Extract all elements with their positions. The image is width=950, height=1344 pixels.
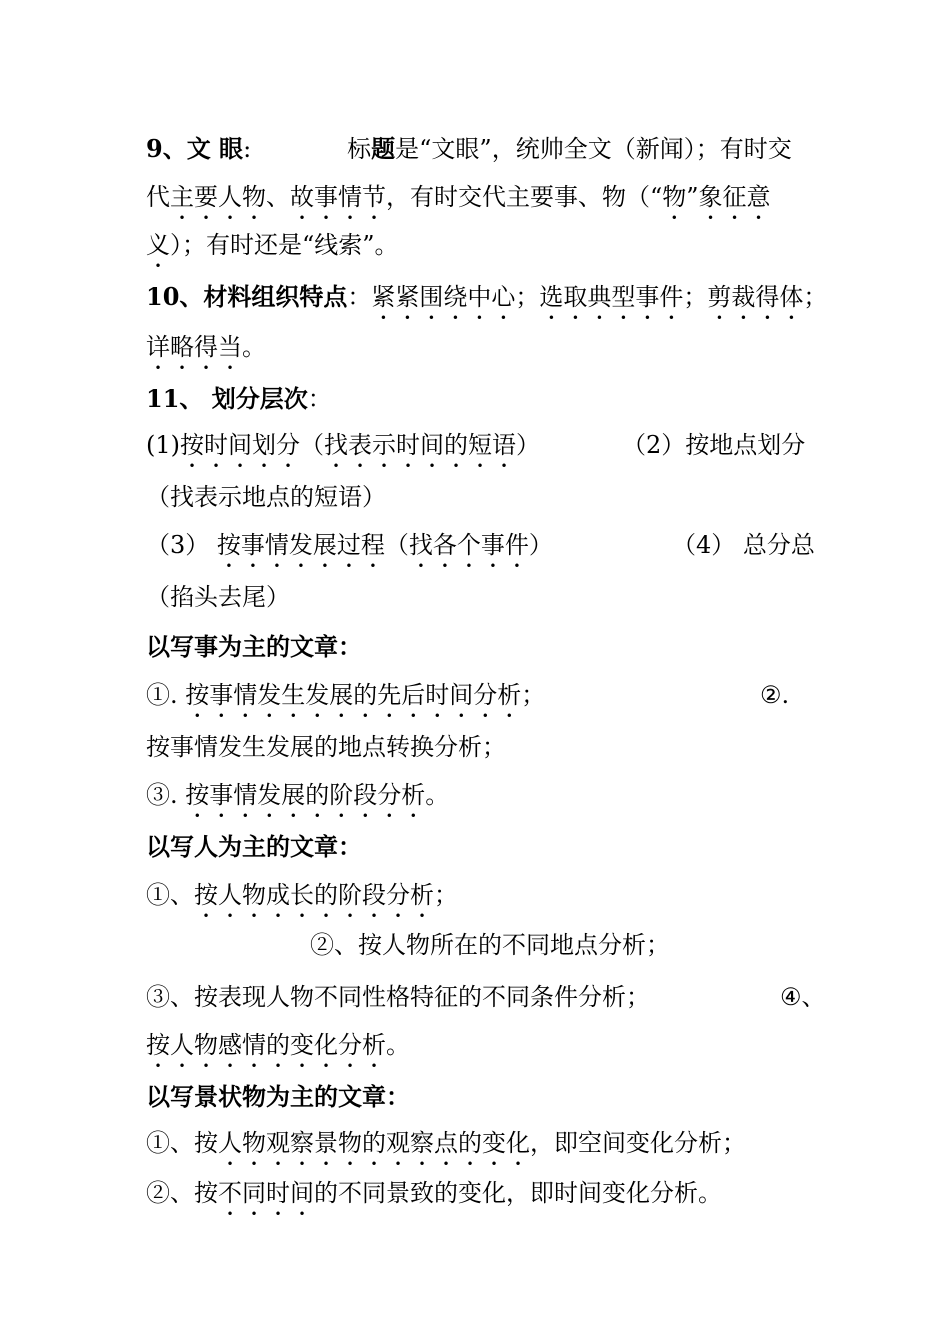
event-item-1 — [146, 680, 545, 723]
person-item-3: ③、按表现人物不同性格特征的不同条件分析； — [146, 983, 650, 1011]
section-10-emphasis-1: 紧紧围绕中心；选取典型事件；剪裁得体； — [371, 283, 828, 311]
person-item-4-end: 。 — [386, 1031, 410, 1059]
item-1-emphasis: 按时间划分（找表示时间的短语） — [180, 431, 540, 459]
scene-item-2 — [146, 1178, 722, 1221]
event-heading: 以写事为主的文章： — [146, 632, 362, 661]
item-4-number: （4） — [672, 531, 736, 559]
section-9-l3-emphasis: 义 — [146, 231, 170, 259]
section-11-item-4 — [672, 530, 815, 560]
person-heading: 以写人为主的文章： — [146, 832, 362, 861]
item-1-number: (1) — [146, 431, 180, 459]
event-item-3-emphasis: 按事情发展的阶段分析 — [185, 781, 426, 809]
person-item-4 — [146, 1030, 410, 1073]
scene-item-2-b: 的不同景致的变化，即时间变化分析。 — [314, 1179, 722, 1207]
section-9-l3-b: ）；有时还是“线索”。 — [170, 231, 399, 259]
item-2-text: 按地点划分 — [685, 431, 806, 459]
person-item-4-number: ④、 — [780, 983, 826, 1011]
section-11-label: 11、 划分层次 — [146, 384, 308, 413]
section-9-line-1 — [146, 134, 792, 164]
section-11-colon: ： — [307, 385, 332, 413]
scene-item-1-a: ①、按 — [146, 1129, 218, 1157]
section-11-item-2 — [622, 430, 805, 460]
section-10-emphasis-2: 详略得当 — [146, 333, 242, 361]
section-9-colon: : — [243, 135, 252, 163]
scene-item-1-b: ，即空间变化分析； — [530, 1129, 746, 1157]
person-item-1-emphasis: 按人物成长的阶段分析； — [194, 881, 458, 909]
person-item-1-number: ①、 — [146, 881, 194, 909]
event-item-1-number: ①. — [146, 681, 178, 709]
section-10-end: 。 — [242, 333, 266, 361]
section-9-label: 9、文 眼 — [146, 134, 244, 163]
scene-item-1 — [146, 1128, 746, 1171]
section-10-colon: ： — [347, 283, 372, 311]
scene-item-2-a: ②、按 — [146, 1179, 218, 1207]
scene-item-2-emphasis: 不同时间 — [218, 1179, 314, 1207]
section-9-text-pre: 标 — [347, 135, 372, 163]
section-9-l2-emphasis-1: 主要人物、故事情节 — [170, 183, 386, 211]
section-9-text-bold: 题 — [371, 134, 396, 163]
section-11-item-4-cont: （掐头去尾） — [146, 583, 290, 611]
section-11-item-2-cont: （找表示地点的短语） — [146, 483, 386, 511]
section-9-l2-emphasis-2: “物”象征意 — [650, 183, 771, 211]
section-9-line-2 — [146, 182, 771, 225]
section-9-l2-a: 代 — [146, 183, 170, 211]
section-10-label: 10、材料组织特点 — [146, 282, 348, 311]
section-9-text-rest: 是“文眼”，统帅全文（新闻）；有时交 — [395, 135, 792, 163]
section-9-line-3 — [146, 230, 399, 273]
section-10-line-1 — [146, 282, 827, 325]
event-item-3-number: ③. — [146, 781, 178, 809]
item-4-text: 总分总 — [742, 531, 815, 559]
item-3-number: （3） — [146, 531, 210, 559]
scene-item-1-emphasis: 人物观察景物的观察点的变化 — [218, 1129, 530, 1157]
event-item-1-emphasis: 按事情发生发展的先后时间分析 — [185, 681, 522, 709]
event-item-3-end: 。 — [425, 781, 450, 809]
section-9-l2-b: ，有时交代主要事、物（ — [386, 183, 650, 211]
event-item-2-text: 按事情发生发展的地点转换分析； — [146, 733, 506, 761]
event-item-3 — [146, 780, 449, 823]
event-item-1-end: ； — [521, 681, 546, 709]
section-11-item-3 — [146, 530, 553, 573]
person-item-2: ②、按人物所在的不同地点分析； — [310, 931, 670, 959]
person-item-1 — [146, 880, 458, 923]
section-10-line-2 — [146, 332, 266, 375]
scene-heading: 以写景状物为主的文章： — [146, 1082, 410, 1111]
section-11-item-1 — [146, 430, 540, 473]
item-3-emphasis: 按事情发展过程（找各个事件） — [216, 531, 553, 559]
person-item-4-emphasis: 按人物感情的变化分析 — [146, 1031, 386, 1059]
section-11-heading — [146, 384, 332, 414]
item-2-number: （2） — [622, 431, 686, 459]
event-item-2-number: ②. — [760, 681, 790, 709]
